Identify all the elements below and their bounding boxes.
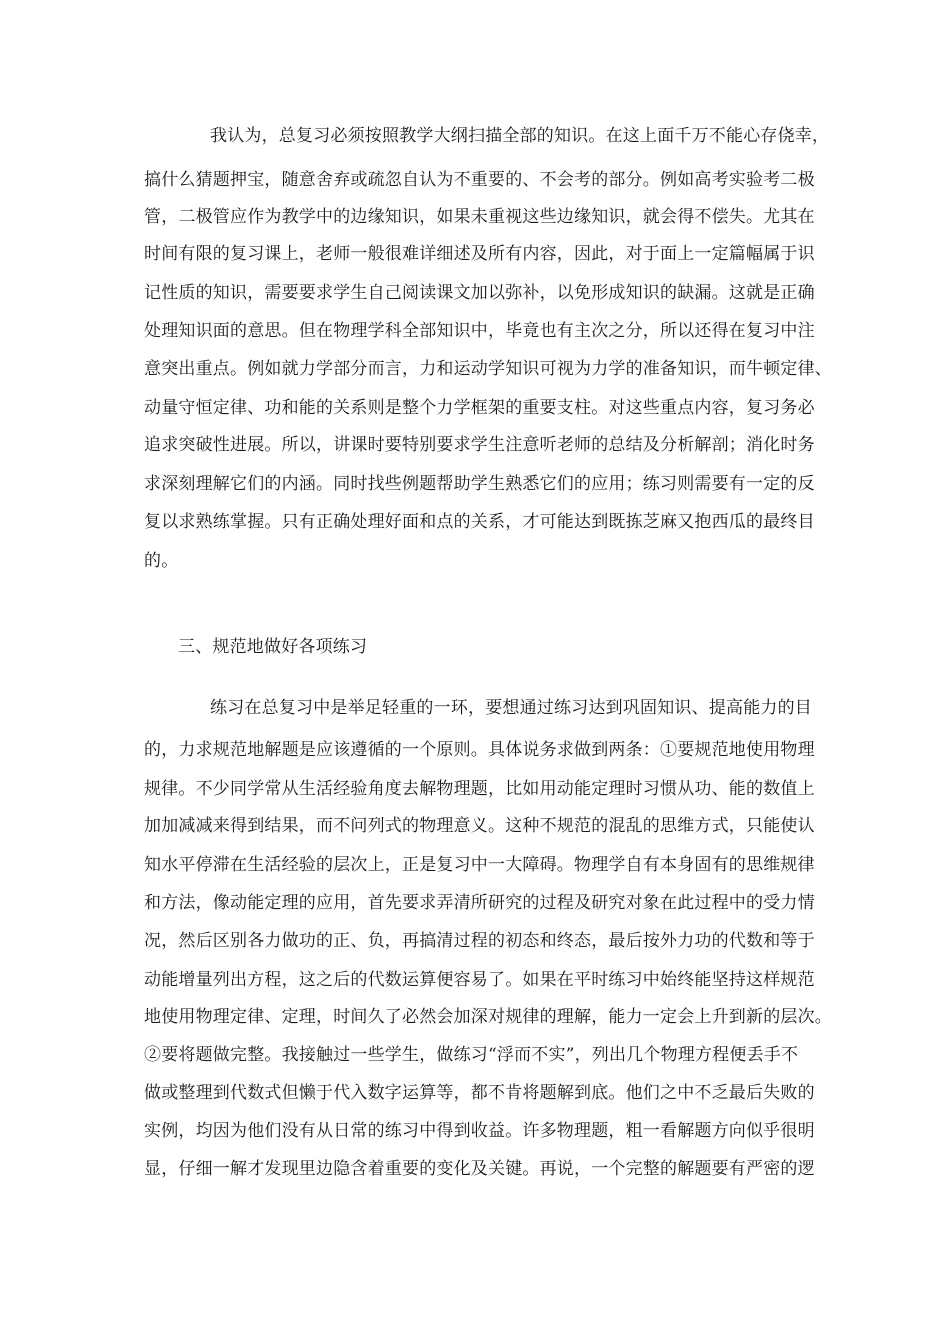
paragraph-1-line: 复以求熟练掌握。只有正确处理好面和点的关系，才可能达到既拣芝麻又抱西瓜的最终目 xyxy=(144,512,815,532)
paragraph-2-line: 加加减减来得到结果，而不问列式的物理意义。这种不规范的混乱的思维方式，只能使认 xyxy=(144,816,815,836)
paragraph-2-line: 显，仔细一解才发现里边隐含着重要的变化及关键。再说，一个完整的解题要有严密的逻 xyxy=(144,1159,815,1179)
paragraph-1-line: 记性质的知识，需要要求学生自己阅读课文加以弥补，以免形成知识的缺漏。这就是正确 xyxy=(144,283,815,303)
paragraph-2-line: 做或整理到代数式但懒于代入数字运算等，都不肯将题解到底。他们之中不乏最后失败的 xyxy=(144,1083,815,1103)
paragraph-1-line: 时间有限的复习课上，老师一般很难详细述及所有内容，因此，对于面上一定篇幅属于识 xyxy=(144,244,815,264)
paragraph-2-line: 知水平停滞在生活经验的层次上，正是复习中一大障碍。物理学自有本身固有的思维规律 xyxy=(144,855,815,875)
paragraph-2-line: 动能增量列出方程，这之后的代数运算便容易了。如果在平时练习中始终能坚持这样规范 xyxy=(144,970,815,990)
paragraph-1-line: 搞什么猜题押宝，随意舍弃或疏忽自认为不重要的、不会考的部分。例如高考实验考二极 xyxy=(144,170,815,190)
paragraph-2-line: 地使用物理定律、定理，时间久了必然会加深对规律的理解，能力一定会上升到新的层次。 xyxy=(144,1007,832,1027)
paragraph-1-line: 追求突破性进展。所以，讲课时要特别要求学生注意听老师的总结及分析解剖；消化时务 xyxy=(144,435,815,455)
paragraph-2-line: 况，然后区别各力做功的正、负，再搞清过程的初态和终态，最后按外力功的代数和等于 xyxy=(144,931,815,951)
paragraph-1-line: 求深刻理解它们的内涵。同时找些例题帮助学生熟悉它们的应用；练习则需要有一定的反 xyxy=(144,474,815,494)
paragraph-2-line: 练习在总复习中是举足轻重的一环，要想通过练习达到巩固知识、提高能力的目 xyxy=(210,698,812,718)
paragraph-1-line: 动量守恒定律、功和能的关系则是整个力学框架的重要支柱。对这些重点内容，复习务必 xyxy=(144,398,815,418)
paragraph-2-line: 的，力求规范地解题是应该遵循的一个原则。具体说务求做到两条：①要规范地使用物理 xyxy=(144,740,815,760)
paragraph-2-line: 和方法，像动能定理的应用，首先要求弄清所研究的过程及研究对象在此过程中的受力情 xyxy=(144,893,815,913)
paragraph-1-line: 意突出重点。例如就力学部分而言，力和运动学知识可视为力学的准备知识，而牛顿定律、 xyxy=(144,359,832,379)
paragraph-2-line: 实例，均因为他们没有从日常的练习中得到收益。许多物理题，粗一看解题方向似乎很明 xyxy=(144,1121,815,1141)
paragraph-1-line: 我认为，总复习必须按照教学大纲扫描全部的知识。在这上面千万不能心存侥幸， xyxy=(210,126,830,146)
paragraph-2-line: ②要将题做完整。我接触过一些学生，做练习“浮而不实”，列出几个物理方程便丢手不 xyxy=(144,1045,799,1065)
section-heading: 三、规范地做好各项练习 xyxy=(178,637,368,657)
paragraph-1-line: 处理知识面的意思。但在物理学科全部知识中，毕竟也有主次之分，所以还得在复习中注 xyxy=(144,321,815,341)
paragraph-1-line: 的。 xyxy=(144,551,179,571)
paragraph-1-line: 管，二极管应作为教学中的边缘知识，如果未重视这些边缘知识，就会得不偿失。尤其在 xyxy=(144,207,815,227)
paragraph-2-line: 规律。不少同学常从生活经验角度去解物理题，比如用动能定理时习惯从功、能的数值上 xyxy=(144,779,815,799)
